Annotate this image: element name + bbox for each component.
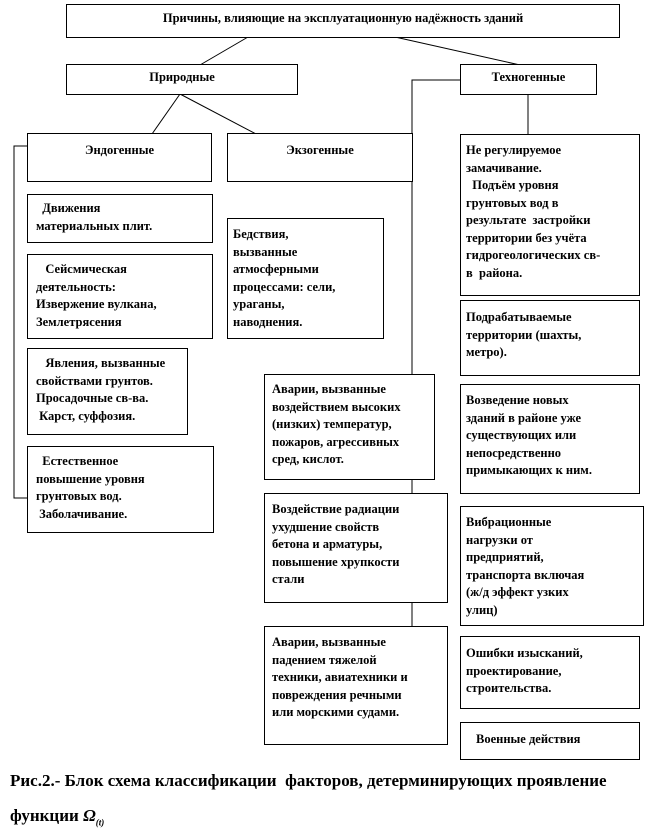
connector-natural-exogenous <box>180 94 256 134</box>
endogenous-item-text: Явления, вызванные свойствами грунтов. Просадочные св-ва. Карст, суффозия. <box>36 356 166 423</box>
exogenous-title: Экзогенные <box>286 143 354 157</box>
technogenic-middle-item-text: Воздействие радиации ухудшение свойств бетона и арматуры, повышение хрупкости стали <box>272 502 400 586</box>
connector-root-technogenic <box>395 37 520 65</box>
connector-natural-endogenous <box>152 94 180 134</box>
technogenic-middle-item-text: Аварии, вызванные воздействием высоких (низких) температур, пожаров, агрессивных сред, кислот. <box>272 382 401 466</box>
caption-line2-prefix: функции <box>10 806 84 825</box>
technogenic-right-item-text: Ошибки изысканий, проектирование, строительства. <box>466 646 583 695</box>
connector-root-natural <box>200 37 248 65</box>
natural-title: Природные <box>149 70 215 84</box>
caption-subscript: (t) <box>95 817 105 828</box>
endogenous-item-text: Естественное повышение уровня грунтовых вод. Заболачивание. <box>36 454 145 521</box>
technogenic-title: Техногенные <box>491 70 566 84</box>
technogenic-middle-item-text: Аварии, вызванные падением тяжелой техники, авиатехники и повреждения речными или морскими судами. <box>272 635 408 719</box>
endogenous-title: Эндогенные <box>84 143 155 157</box>
omega-symbol: Ω <box>83 806 96 825</box>
exogenous-item-text: Бедствия, вызванные атмосферными процессами: сели, ураганы, наводнения. <box>233 227 336 329</box>
technogenic-right-item-text: Военные действия <box>476 732 581 746</box>
technogenic-right-item-text: Подрабатываемые территории (шахты, метро). <box>466 310 582 359</box>
connector-endogenous-bracket <box>14 146 28 498</box>
technogenic-right-item-text: Возведение новых зданий в районе уже существующих или непосредственно примыкающих к ним. <box>466 393 592 477</box>
caption-line1: Рис.2.- Блок схема классификации факторов, детерминирующих проявление <box>10 771 607 790</box>
endogenous-item-text: Движения материальных плит. <box>36 201 153 233</box>
figure-caption <box>10 763 607 840</box>
root-title: Причины, влияющие на эксплуатационную надёжность зданий <box>162 11 524 25</box>
endogenous-item-text: Сейсмическая деятельность: Извержение вулкана, Землетрясения <box>36 262 157 329</box>
technogenic-right-item-text: Не регулируемое замачивание. Подъём уровня грунтовых вод в результате застройки территории без учёта гидрогеологических св- в района. <box>466 143 601 280</box>
technogenic-right-item-text: Вибрационные нагрузки от предприятий, транспорта включая (ж/д эффект узких улиц) <box>466 515 585 617</box>
